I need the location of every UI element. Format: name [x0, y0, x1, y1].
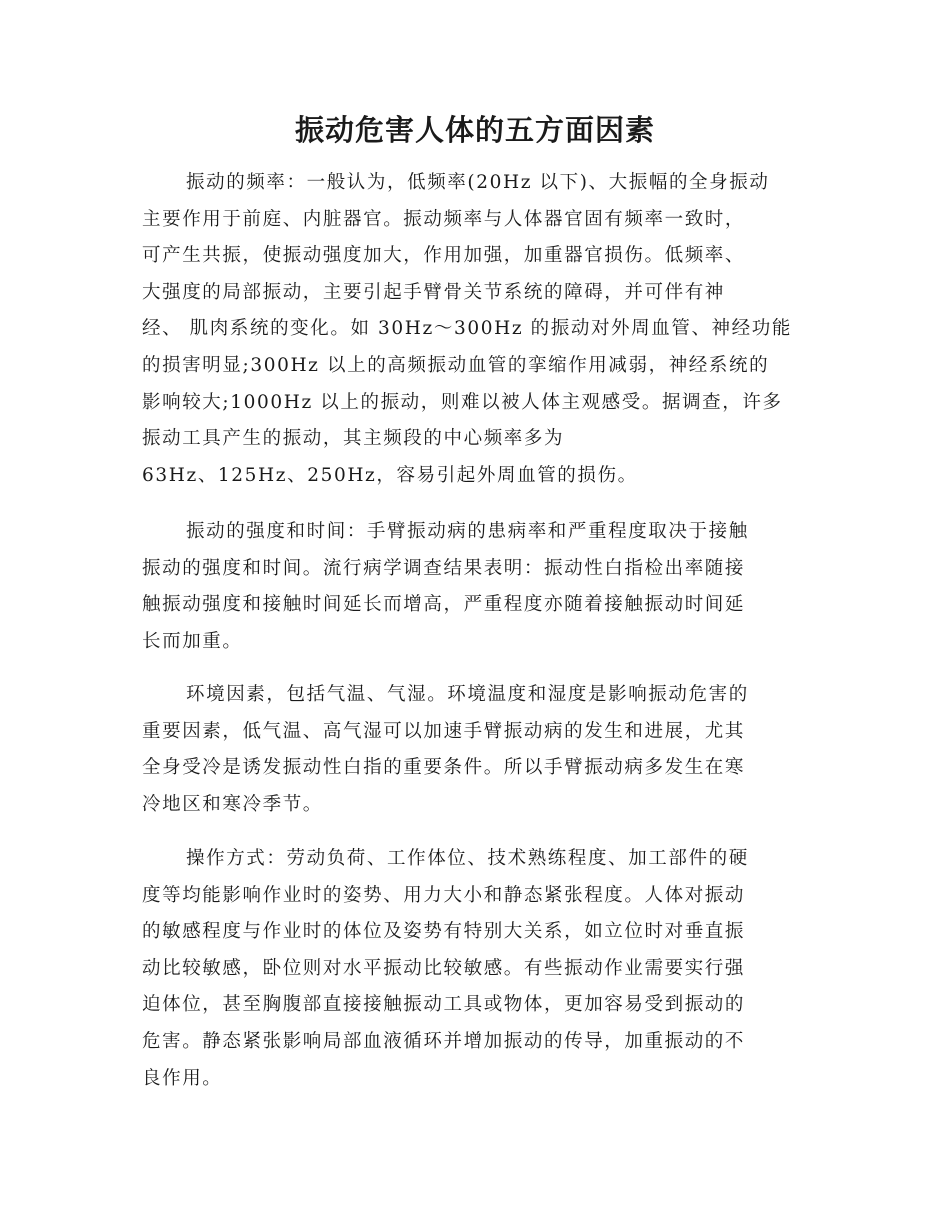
paragraph-line: 良作用。	[142, 1067, 223, 1089]
paragraph-line: 重要因素，低气温、高气湿可以加速手臂振动病的发生和进展，尤其	[142, 720, 746, 742]
paragraph-line: 主要作用于前庭、内脏器官。振动频率与人体器官固有频率一致时，	[142, 208, 746, 230]
paragraph-line: 大强度的局部振动，主要引起手臂骨关节系统的障碍，并可伴有神	[142, 281, 725, 303]
paragraph-frequency	[142, 165, 807, 494]
paragraph-line: 危害。静态紧张影响局部血液循环并增加振动的传导，加重振动的不	[142, 1030, 746, 1052]
paragraph-line: 触振动强度和接触时间延长而增高，严重程度亦随着接触振动时间延	[142, 594, 746, 616]
paragraph-line: 迫体位，甚至胸腹部直接接触振动工具或物体，更加容易受到振动的	[142, 994, 746, 1016]
paragraph-line: 动比较敏感，卧位则对水平振动比较敏感。有些振动作业需要实行强	[142, 957, 746, 979]
paragraph-line: 操作方式：劳动负荷、工作体位、技术熟练程度、加工部件的硬	[186, 848, 749, 869]
paragraph-intensity-duration	[142, 514, 807, 660]
paragraph-line: 冷地区和寒冷季节。	[142, 793, 323, 815]
paragraph-line: 振动的频率：一般认为，低频率(20Hz 以下)、大振幅的全身振动	[186, 172, 770, 193]
paragraph-line: 经、 肌肉系统的变化。如 30Hz～300Hz 的振动对外周血管、神经功能	[142, 318, 792, 340]
paragraph-line: 的损害明显;300Hz 以上的高频振动血管的挛缩作用减弱，神经系统的	[142, 354, 770, 376]
paragraph-environment	[142, 677, 807, 823]
document-title: 振动危害人体的五方面因素	[294, 113, 655, 147]
paragraph-line: 度等均能影响作业时的姿势、用力大小和静态紧张程度。人体对振动	[142, 884, 746, 906]
paragraph-line: 63Hz、125Hz、250Hz，容易引起外周血管的损伤。	[142, 464, 638, 486]
paragraph-line: 的敏感程度与作业时的体位及姿势有特别大关系，如立位时对垂直振	[142, 921, 746, 943]
paragraph-operation-mode	[142, 841, 807, 1097]
paragraph-line: 振动的强度和时间：手臂振动病的患病率和严重程度取决于接触	[186, 521, 749, 542]
paragraph-line: 长而加重。	[142, 630, 243, 652]
paragraph-line: 全身受冷是诱发振动性白指的重要条件。所以手臂振动病多发生在寒	[142, 757, 746, 779]
paragraph-line: 环境因素，包括气温、气湿。环境温度和湿度是影响振动危害的	[186, 684, 749, 705]
paragraph-line: 振动工具产生的振动，其主频段的中心频率多为	[142, 428, 565, 450]
paragraph-line: 振动的强度和时间。流行病学调查结果表明：振动性白指检出率随接	[142, 557, 746, 579]
paragraph-line: 可产生共振，使振动强度加大，作用加强，加重器官损伤。低频率、	[142, 245, 746, 267]
paragraph-line: 影响较大;1000Hz 以上的振动，则难以被人体主观感受。据调查，许多	[142, 391, 783, 413]
